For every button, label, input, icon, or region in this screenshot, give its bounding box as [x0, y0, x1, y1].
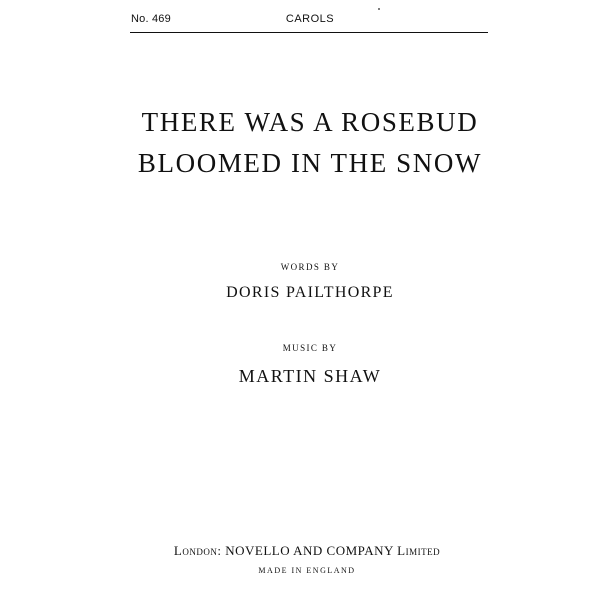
catalogue-number: No. 469	[131, 13, 171, 25]
music-by-label: MUSIC BY	[282, 343, 338, 353]
series-title: CAROLS	[285, 13, 335, 25]
composer-name: MARTIN SHAW	[238, 366, 382, 386]
words-by-label: WORDS BY	[280, 262, 340, 272]
publisher-suffix: Limited	[397, 543, 441, 558]
publisher-line	[0, 543, 610, 559]
title-line-2: BLOOMED IN THE SNOW	[137, 148, 483, 178]
title-line-1: THERE WAS A ROSEBUD	[141, 107, 479, 137]
made-in-label: MADE IN ENGLAND	[258, 566, 356, 575]
header-rule	[130, 32, 488, 33]
publisher-city: London:	[173, 543, 222, 558]
print-speck	[378, 8, 380, 10]
lyricist-name: DORIS PAILTHORPE	[226, 284, 394, 301]
publisher-name: NOVELLO AND COMPANY	[225, 543, 394, 558]
